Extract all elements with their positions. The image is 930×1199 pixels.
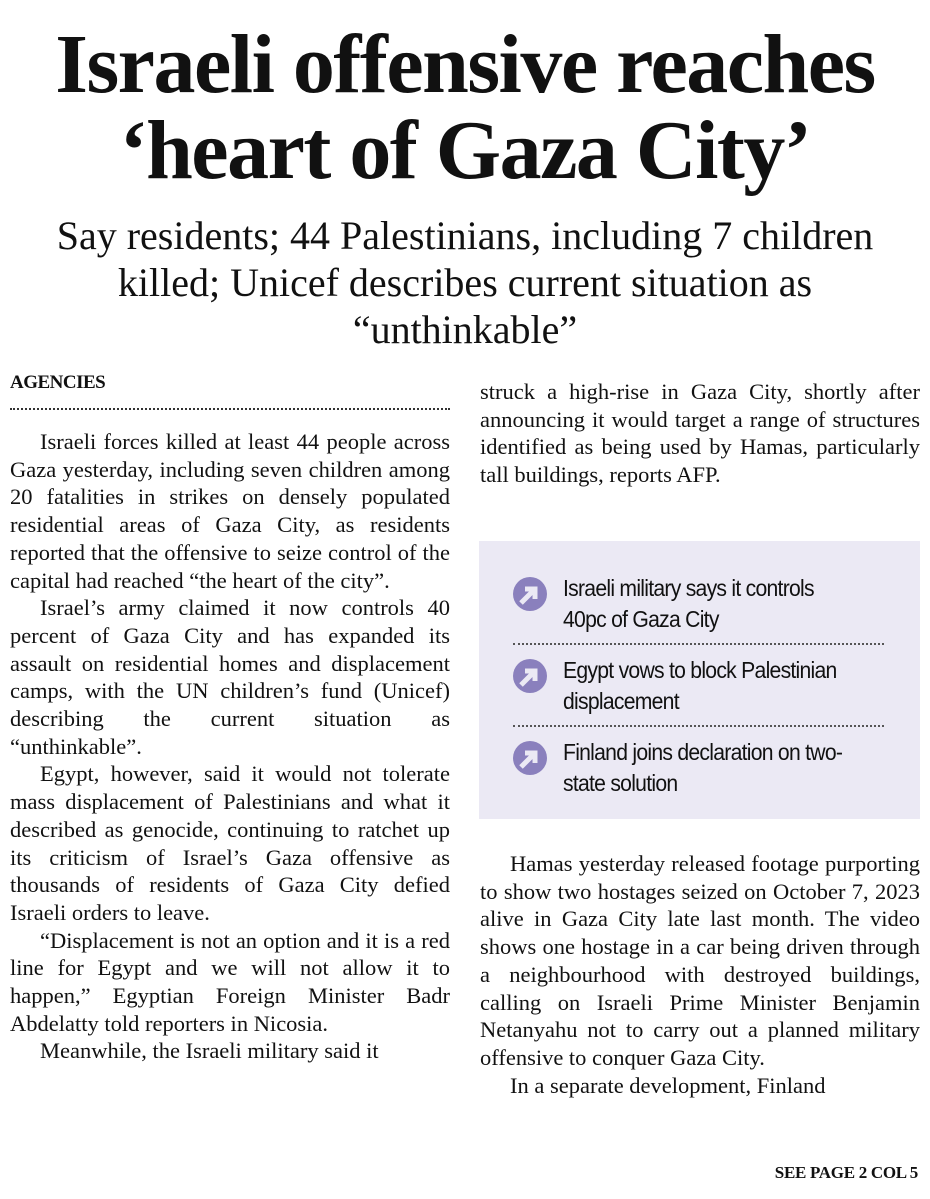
left-column — [10, 428, 450, 1176]
highlight-text: Finland joins declaration on two-state solution — [563, 739, 843, 796]
arrow-circle-icon — [513, 741, 547, 775]
arrow-circle-icon — [513, 659, 547, 693]
headline-line-2: ‘heart of Gaza City’ — [119, 104, 811, 197]
paragraph: Israel’s army claimed it now controls 40 percent of Gaza City and has expanded its assault on residential homes and displacement camps, with the UN children’s fund (Unicef) describing the current situation as “unthinkable”. — [10, 595, 450, 759]
continuation-note[interactable]: SEE PAGE 2 COL 5 — [774, 1163, 918, 1182]
paragraph: In a separate development, Finland — [510, 1072, 826, 1098]
highlight-text: Egypt vows to block Palestinian displacement — [563, 657, 837, 714]
paragraph: Egypt, however, said it would not tolerate mass displacement of Palestinians and what it described as genocide, continuing to ratchet up its criticism of Israel’s Gaza offensive as thousands of residents of Gaza City defied Israeli orders to leave. — [10, 761, 450, 925]
byline: AGENCIES — [10, 372, 106, 393]
paragraph: “Displacement is not an option and it is a red line for Egypt and we will not allow it to happen,” Egyptian Foreign Minister Badr Abdelatty told reporters in Nicosia. — [10, 927, 450, 1036]
highlight-item — [513, 725, 884, 807]
headline — [0, 18, 930, 197]
byline-divider — [10, 408, 450, 410]
right-column-top — [480, 378, 920, 518]
highlight-text: Israeli military says it controls 40pc of Gaza City — [563, 575, 814, 632]
highlight-item — [513, 569, 884, 643]
paragraph: struck a high-rise in Gaza City, shortly after announcing it would target a range of structures identified as being used by Hamas, particularly tall buildings, reports AFP. — [480, 379, 920, 488]
highlights-box — [479, 541, 920, 819]
paragraph: Israeli forces killed at least 44 people across Gaza yesterday, including seven children among 20 fatalities in strikes on densely populated residential areas of Gaza City, as residents reported that the offensive to seize control of the capital had reached “the heart of the city”. — [10, 429, 450, 593]
subheadline: Say residents; 44 Palestinians, including 7 children killed; Unicef describes current situation as “unthinkable” — [56, 213, 874, 352]
paragraph: Meanwhile, the Israeli military said it — [40, 1038, 379, 1064]
paragraph: Hamas yesterday released footage purporting to show two hostages seized on October 7, 2023 alive in Gaza City late last month. The video shows one hostage in a car being driven through a neighbourhood with destroyed buildings, calling on Israeli Prime Minister Benjamin Netanyahu not to carry out a planned military offensive to conquer Gaza City. — [480, 851, 920, 1070]
right-column-bottom — [480, 850, 920, 1160]
arrow-circle-icon — [513, 577, 547, 611]
headline-line-1: Israeli offensive reaches — [55, 18, 875, 111]
highlight-item — [513, 643, 884, 725]
